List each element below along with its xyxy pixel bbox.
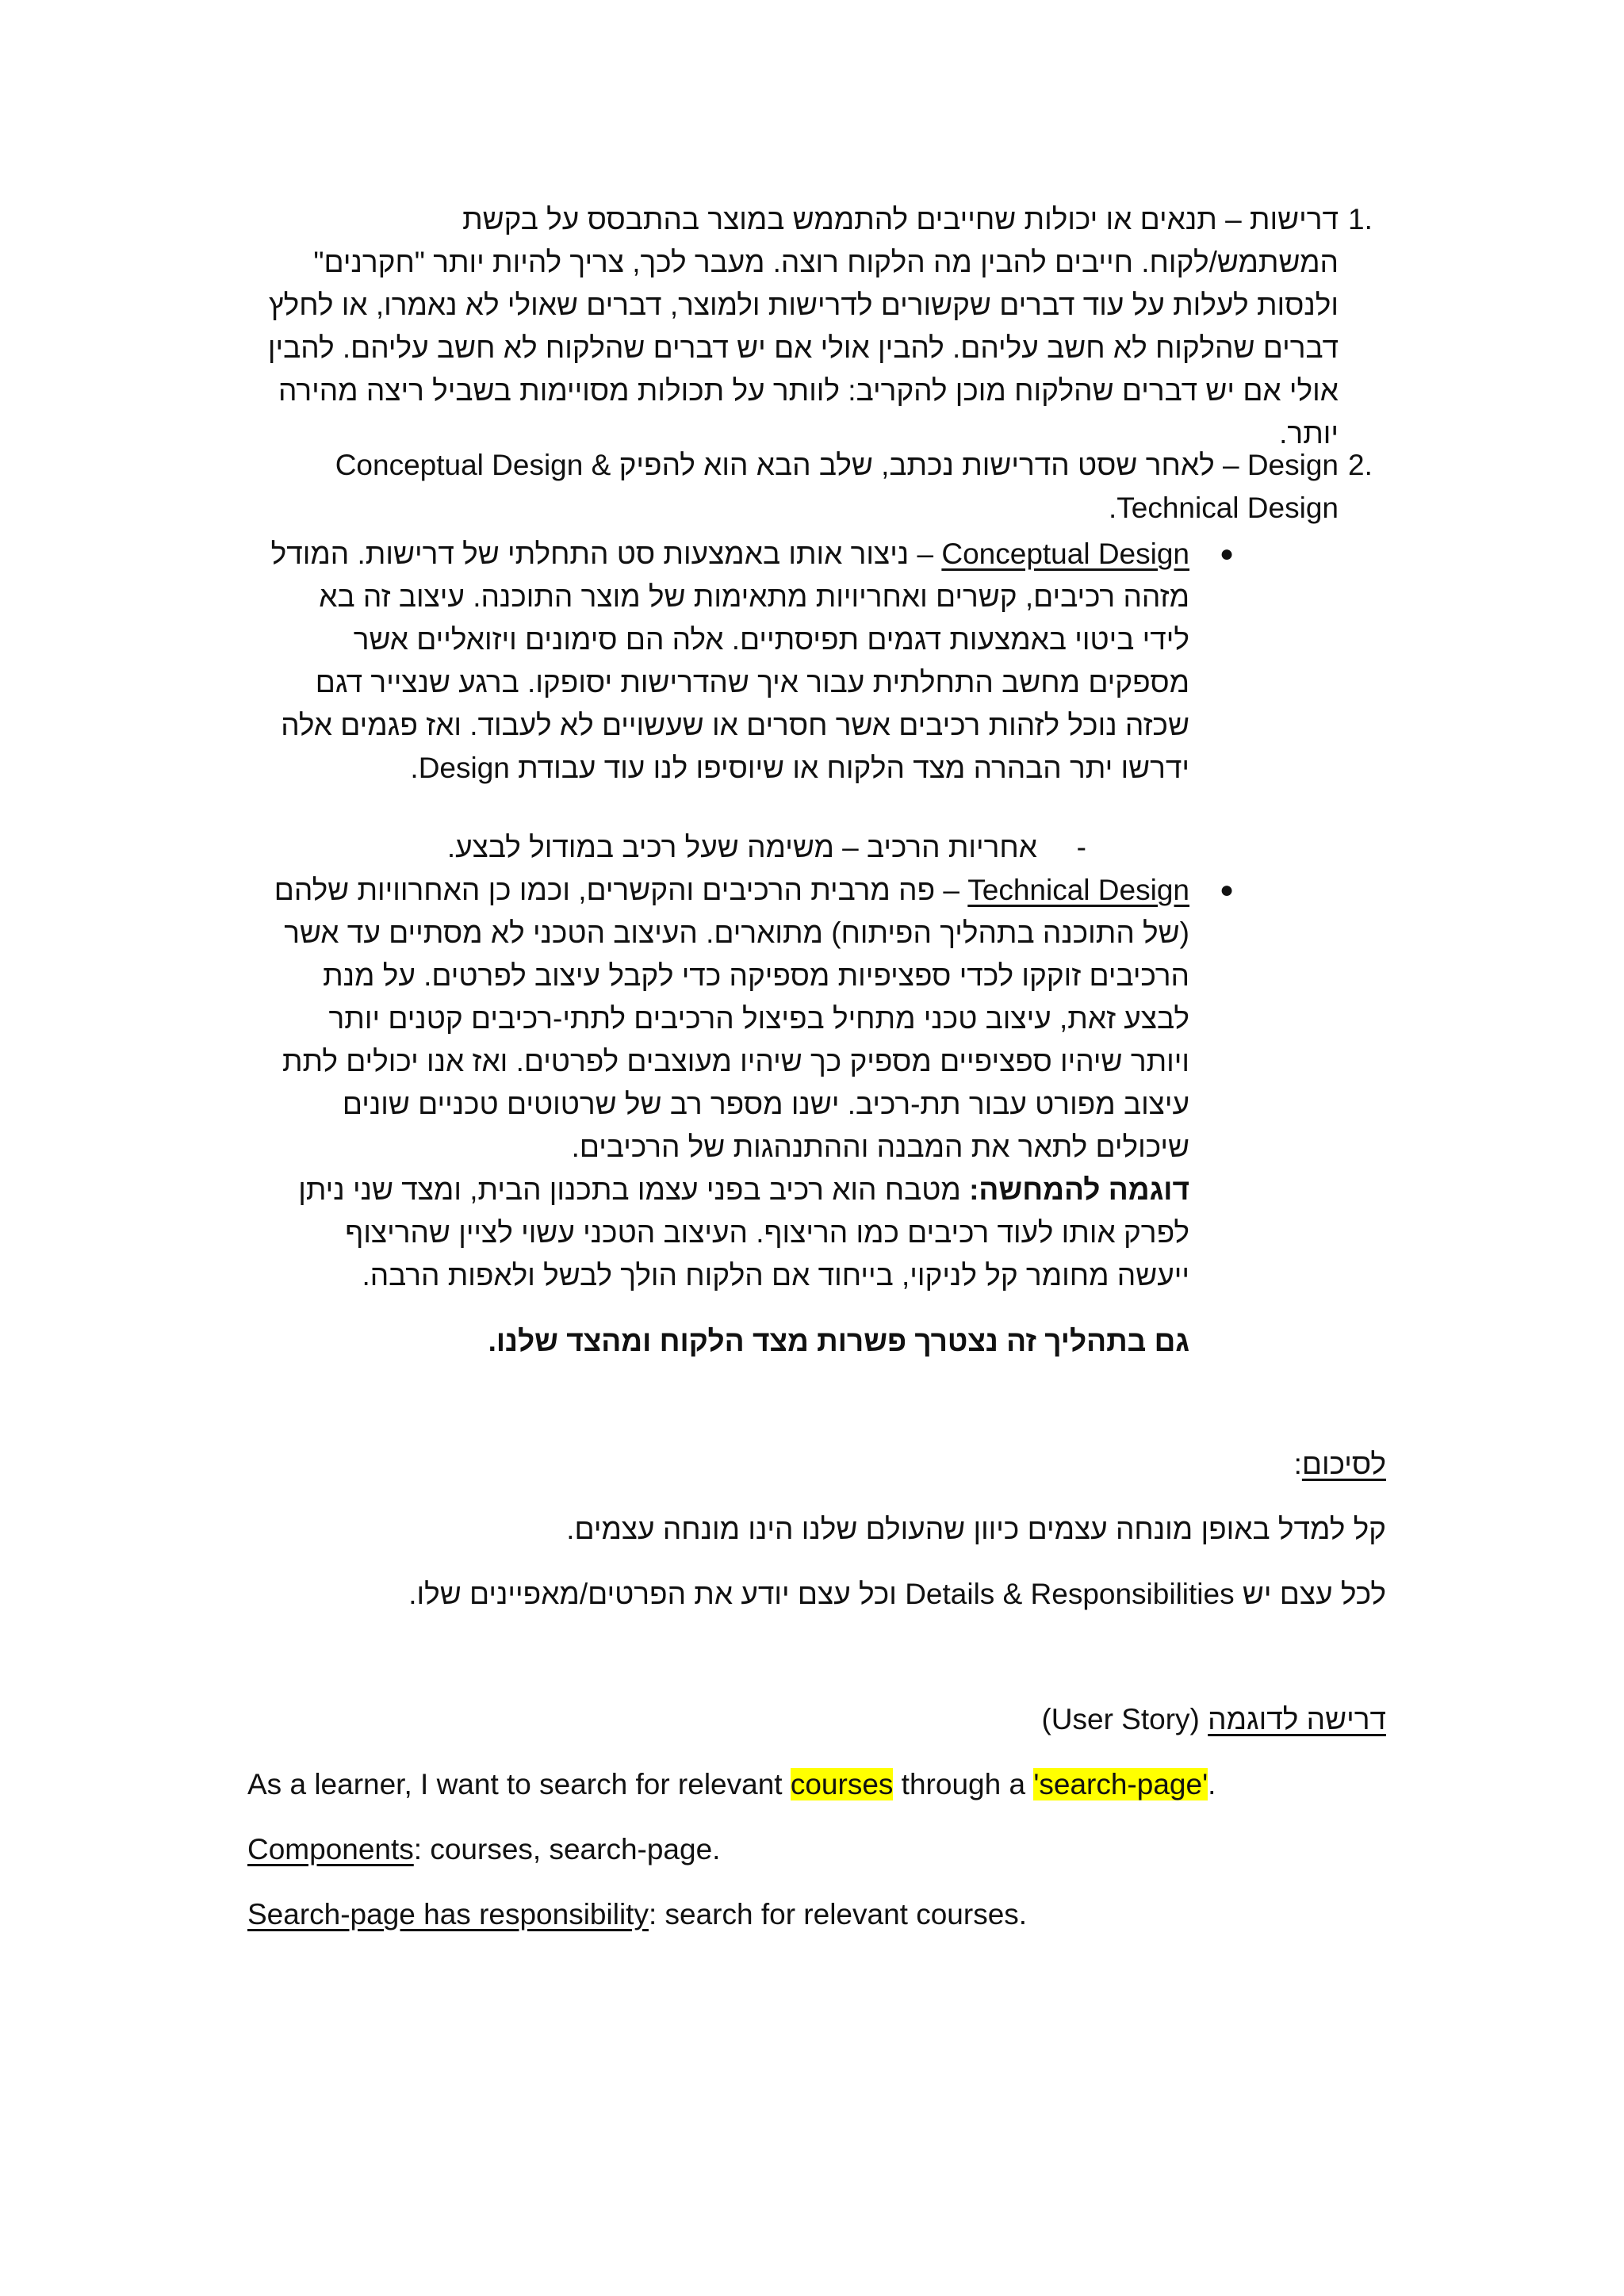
user-story-line — [247, 1763, 1437, 1806]
conceptual-design-term: Conceptual Design — [941, 538, 1189, 570]
story-highlight-courses: courses — [790, 1768, 894, 1800]
design-text: Design – לאחר שסט הדרישות נכתב, שלב הבא הוא להפיק Conceptual Design & Technical Design. — [335, 449, 1339, 524]
example-heading-text: דרישה לדוגמה — [1208, 1703, 1386, 1735]
list-number: 2. — [1348, 449, 1373, 481]
responsibility-label: Search-page has responsibility — [247, 1898, 649, 1931]
responsibility-text: : search for relevant courses. — [648, 1898, 1028, 1931]
compromise-note: גם בתהליך זה נצטרך פשרות מצד הלקוח ומהצד שלנו. — [488, 1325, 1189, 1357]
technical-design-term: Technical Design — [967, 874, 1189, 906]
story-end: . — [1208, 1768, 1216, 1800]
list-number: 1. — [1348, 203, 1373, 235]
summary-heading-text: לסיכום — [1301, 1448, 1386, 1480]
story-middle: through a — [893, 1768, 1034, 1800]
story-prefix: As a learner, I want to search for relevant — [247, 1768, 791, 1800]
conceptual-design-text: – ניצור אותו באמצעות סט התחלתי של דרישות. המודל מזהה רכיבים, קשרים ואחריויות מתאימות של מוצר התוכנה. עיצוב זה בא לידי ביטוי באמצעות דגמים תפיסתיים. אלה הם סימונים ויזואליים אשר מספקים מחשב התחלתית עבור איך שהדרישות יסופקו. ברגע שנצייר דגם שכזה נוכל לזהות רכיבים אשר חסרים או שעשויים לא לעבוד. ואז פגמים אלה ידרשו יתר הבהרה מצד הלקוח או שיוסיפו לנו עוד עבודת Design. — [270, 538, 1189, 784]
example-text: מטבח הוא רכיב בפני עצמו בתכנון הבית, ומצד שני ניתן לפרק אותו לעוד רכיבים כמו הריצוף. העיצוב הטכני עשוי לציין שהריצוף ייעשה מחומר קל לניקוי, בייחוד אם הלקוח הולך לבשל ולאפות הרבה. — [298, 1173, 1189, 1292]
summary-line-2: לכל עצם יש Details & Responsibilities וכל עצם יודע את הפרטים/מאפיינים שלו. — [408, 1578, 1386, 1610]
list-item-design — [284, 444, 1373, 530]
bullet-icon: ● — [1219, 541, 1235, 567]
story-highlight-search-page: 'search-page' — [1033, 1768, 1208, 1800]
summary-line-1: קל למדל באופן מונחה עצמים כיוון שהעולם שלנו הינו מונחה עצמים. — [566, 1513, 1386, 1545]
components-label: Components — [247, 1833, 414, 1866]
bullet-icon: ● — [1219, 877, 1235, 903]
responsibility-line — [247, 1893, 1437, 1936]
components-text: : courses, search-page. — [413, 1833, 721, 1866]
dash-item-component-responsibility — [324, 826, 1086, 869]
list-item-requirements — [260, 198, 1373, 455]
summary-heading-colon: : — [1293, 1448, 1302, 1480]
summary-heading — [117, 1443, 1386, 1486]
bullet-conceptual-design — [270, 533, 1235, 790]
bullet-technical-design — [270, 869, 1235, 1297]
technical-design-text: – פה מרבית הרכיבים והקשרים, וכמו כן האחרוויות שלהם (של התוכנה בתהליך הפיתוח) מתוארים. העיצוב הטכני לא מסתיים עד אשר הרכיבים זוקקו לכדי ספציפיות מספיקה כדי לקבל עיצוב לפרטים. על מנת לבצע זאת, עיצוב טכני מתחיל בפיצול הרכיבים לתתי-רכיבים קטנים יותר ויותר שיהיו ספציפיים מספיק כך שיהיו מעוצבים לפרטים. ואז אנו יכולים לתת עיצוב מפורט עבור תת-רכיב. ישנו מספר רב של שרטוטים טכניים שונים שיכולים לתאר את המבנה וההתנהגות של הרכיבים. — [274, 874, 1189, 1163]
requirements-text: דרישות – תנאים או יכולות שחייבים להתממש במוצר בהתבסס על בקשת המשתמש/לקוח. חייבים להבין מה הלקוח רוצה. מעבר לכך, צריך להיות יותר "חקרנים" ולנסות לעלות על עוד דברים שקשורים לדרישות ולמוצר, דברים שאולי לא נאמרו, או לחלץ דברים שהלקוח לא חשב עליהם. להבין אולי אם יש דברים שהלקוח לא חשב עליהם. להבין אולי אם יש דברים שהלקוח מוכן להקריב: לוותר על תכולות מסויימות בשביל ריצה מהירה יותר. — [267, 203, 1339, 450]
components-line — [247, 1828, 1437, 1871]
component-responsibility-text: אחריות הרכיב – משימה שעל רכיב במודול לבצע. — [446, 831, 1037, 863]
example-heading — [117, 1698, 1386, 1741]
example-label: דוגמה להמחשה: — [969, 1173, 1189, 1206]
example-heading-suffix: (User Story) — [1041, 1703, 1208, 1735]
dash-marker: - — [1076, 831, 1086, 863]
